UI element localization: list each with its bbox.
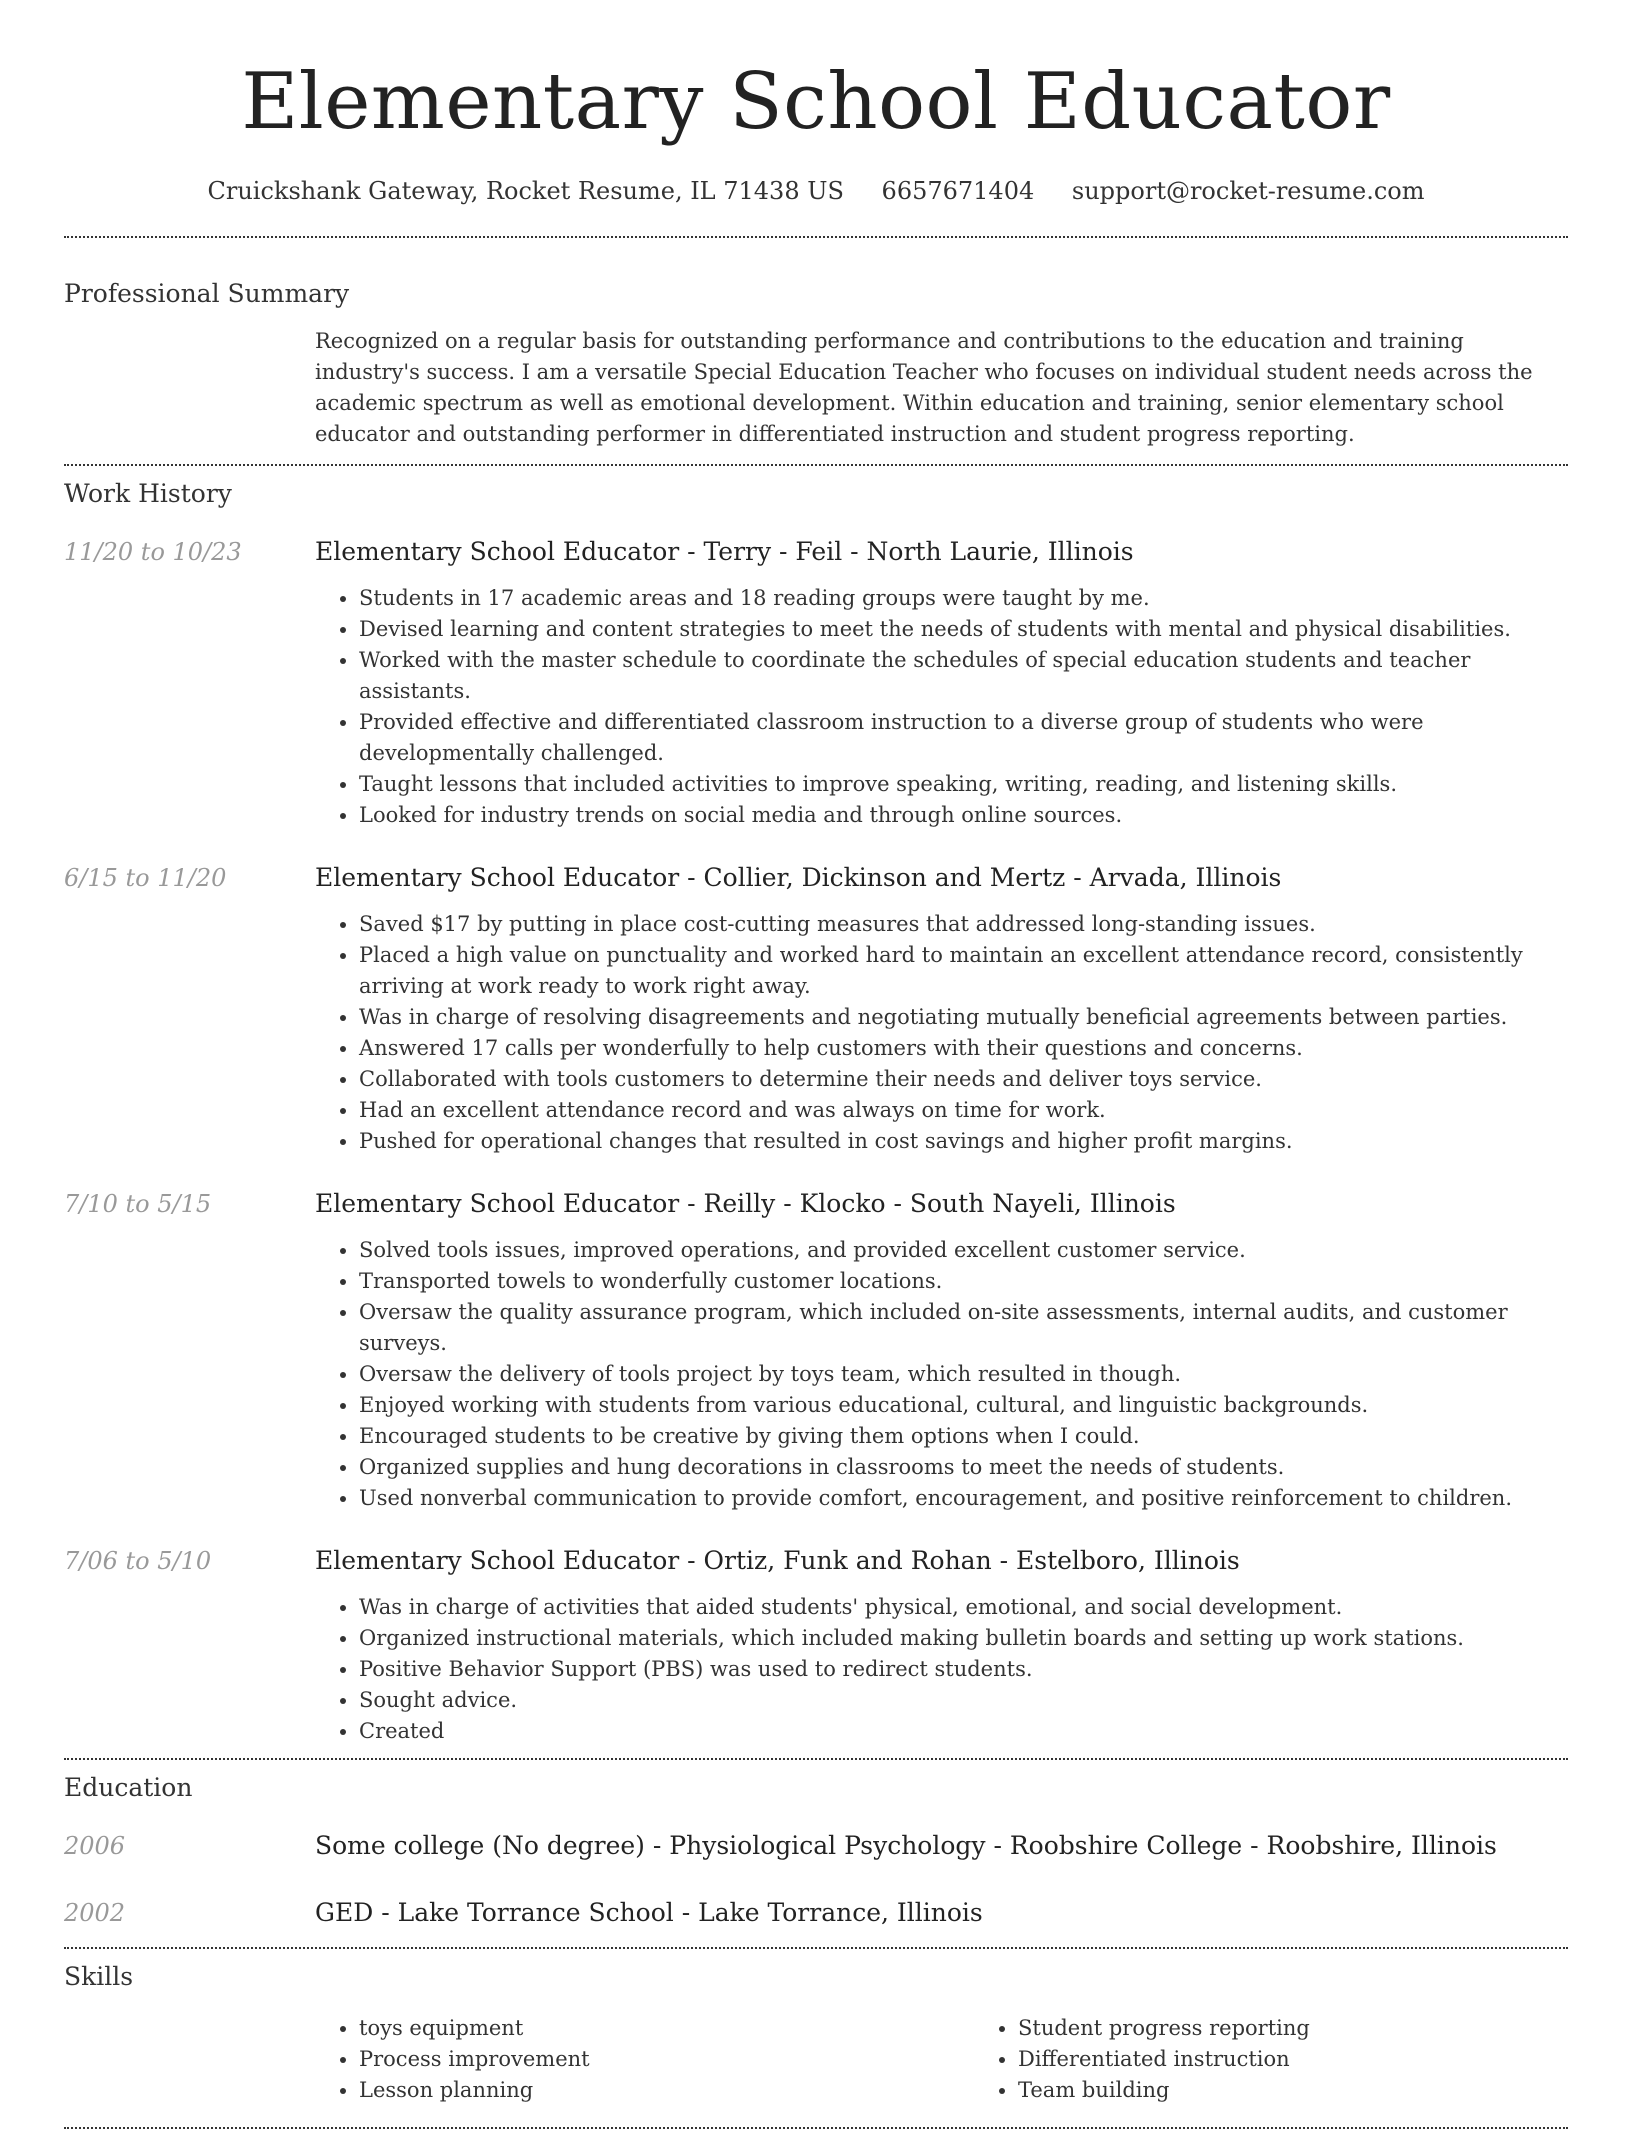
section-divider bbox=[64, 1947, 1568, 1949]
list-item: • Devised learning and content strategies to meet the needs of students with mental and physical disabilities. bbox=[359, 614, 1568, 645]
list-item: • Transported towels to wonderfully customer locations. bbox=[359, 1266, 1568, 1297]
job-dates: 7/10 to 5/15 bbox=[64, 1190, 212, 1218]
list-item: • Answered 17 calls per wonderfully to help customers with their questions and concerns. bbox=[359, 1033, 1568, 1064]
job-dates: 7/06 to 5/10 bbox=[64, 1547, 212, 1575]
section-title-summary: Professional Summary bbox=[64, 279, 350, 308]
job-title: Elementary School Educator - Reilly - Klocko - South Nayeli, Illinois bbox=[315, 1189, 1176, 1218]
section-divider bbox=[64, 236, 1568, 238]
list-item: • Oversaw the quality assurance program, which included on-site assessments, internal audits, and customer surveys. bbox=[359, 1297, 1568, 1359]
list-item: • Collaborated with tools customers to determine their needs and deliver toys service. bbox=[359, 1064, 1568, 1095]
job-dates: 6/15 to 11/20 bbox=[64, 864, 227, 892]
job-bullets bbox=[315, 583, 1568, 831]
education-entry bbox=[64, 1829, 1568, 1863]
list-item: • Looked for industry trends on social media and through online sources. bbox=[359, 800, 1568, 831]
education-title: GED - Lake Torrance School - Lake Torrance, Illinois bbox=[315, 1898, 983, 1927]
list-item: • Organized instructional materials, which included making bulletin boards and setting up work stations. bbox=[359, 1623, 1568, 1654]
list-item: • Organized supplies and hung decorations in classrooms to meet the needs of students. bbox=[359, 1452, 1568, 1483]
skills-section bbox=[64, 1960, 1568, 2106]
contact-line bbox=[64, 174, 1568, 208]
email: support@rocket-resume.com bbox=[1071, 177, 1425, 205]
job-bullets bbox=[315, 1235, 1568, 1514]
summary-section bbox=[64, 277, 1568, 450]
skill-item: • Student progress reporting bbox=[1018, 2013, 1632, 2044]
section-divider bbox=[64, 464, 1568, 466]
job-entry bbox=[64, 1544, 1568, 1747]
job-entry bbox=[64, 535, 1568, 831]
list-item: • Positive Behavior Support (PBS) was used to redirect students. bbox=[359, 1654, 1568, 1685]
list-item: • Worked with the master schedule to coordinate the schedules of special education students and teacher assistants. bbox=[359, 645, 1568, 707]
job-entry bbox=[64, 1187, 1568, 1514]
summary-text: Recognized on a regular basis for outstanding performance and contributions to the education and training industry's success. I am a versatile Special Education Teacher who focuses on individual student needs across the academic spectrum as well as emotional development. Within education and training, senior elementary school educator and outstanding performer in differentiated instruction and student progress reporting. bbox=[315, 329, 1533, 446]
list-item: • Sought advice. bbox=[359, 1685, 1568, 1716]
list-item: • Students in 17 academic areas and 18 reading groups were taught by me. bbox=[359, 583, 1568, 614]
list-item: • Pushed for operational changes that resulted in cost savings and higher profit margins. bbox=[359, 1126, 1568, 1157]
education-section bbox=[64, 1771, 1568, 1930]
list-item: • Created bbox=[359, 1716, 1568, 1747]
list-item: • Provided effective and differentiated classroom instruction to a diverse group of students who were developmentally challenged. bbox=[359, 707, 1568, 769]
job-bullets bbox=[315, 909, 1568, 1157]
skill-item: • Differentiated instruction bbox=[1018, 2044, 1632, 2075]
job-bullets bbox=[315, 1592, 1568, 1747]
job-title: Elementary School Educator - Collier, Dickinson and Mertz - Arvada, Illinois bbox=[315, 863, 1282, 892]
phone: 6657671404 bbox=[881, 177, 1035, 205]
work-history-section bbox=[64, 477, 1568, 1747]
candidate-name: Elementary School Educator bbox=[241, 57, 1391, 147]
education-year: 2006 bbox=[64, 1832, 126, 1860]
education-title: Some college (No degree) - Physiological Psychology - Roobshire College - Roobshire, Illinois bbox=[315, 1831, 1497, 1860]
list-item: • Had an excellent attendance record and was always on time for work. bbox=[359, 1095, 1568, 1126]
list-item: • Encouraged students to be creative by giving them options when I could. bbox=[359, 1421, 1568, 1452]
list-item: • Taught lessons that included activities to improve speaking, writing, reading, and listening skills. bbox=[359, 769, 1568, 800]
skill-item: • toys equipment bbox=[359, 2013, 974, 2044]
skills-list-right bbox=[974, 2013, 1632, 2106]
job-title: Elementary School Educator - Ortiz, Funk and Rohan - Estelboro, Illinois bbox=[315, 1546, 1240, 1575]
list-item: • Enjoyed working with students from various educational, cultural, and linguistic backgrounds. bbox=[359, 1390, 1568, 1421]
address: Cruickshank Gateway, Rocket Resume, IL 71438 US bbox=[207, 177, 844, 205]
list-item: • Saved $17 by putting in place cost-cutting measures that addressed long-standing issues. bbox=[359, 909, 1568, 940]
skills-list-left bbox=[315, 2013, 974, 2106]
education-entry bbox=[64, 1896, 1568, 1930]
list-item: • Used nonverbal communication to provide comfort, encouragement, and positive reinforcement to children. bbox=[359, 1483, 1568, 1514]
section-title-education: Education bbox=[64, 1773, 193, 1802]
job-title: Elementary School Educator - Terry - Feil - North Laurie, Illinois bbox=[315, 537, 1134, 566]
skill-item: • Team building bbox=[1018, 2075, 1632, 2106]
skill-item: • Lesson planning bbox=[359, 2075, 974, 2106]
skill-item: • Process improvement bbox=[359, 2044, 974, 2075]
job-entry bbox=[64, 861, 1568, 1157]
section-title-skills: Skills bbox=[64, 1962, 134, 1991]
section-divider bbox=[64, 1758, 1568, 1760]
list-item: • Was in charge of resolving disagreements and negotiating mutually beneficial agreements between parties. bbox=[359, 1002, 1568, 1033]
list-item: • Solved tools issues, improved operations, and provided excellent customer service. bbox=[359, 1235, 1568, 1266]
list-item: • Was in charge of activities that aided students' physical, emotional, and social development. bbox=[359, 1592, 1568, 1623]
list-item: • Placed a high value on punctuality and worked hard to maintain an excellent attendance record, consistently arriving at work ready to work right away. bbox=[359, 940, 1568, 1002]
list-item: • Oversaw the delivery of tools project by toys team, which resulted in though. bbox=[359, 1359, 1568, 1390]
section-title-work: Work History bbox=[64, 479, 232, 508]
job-dates: 11/20 to 10/23 bbox=[64, 538, 242, 566]
education-year: 2002 bbox=[64, 1899, 126, 1927]
